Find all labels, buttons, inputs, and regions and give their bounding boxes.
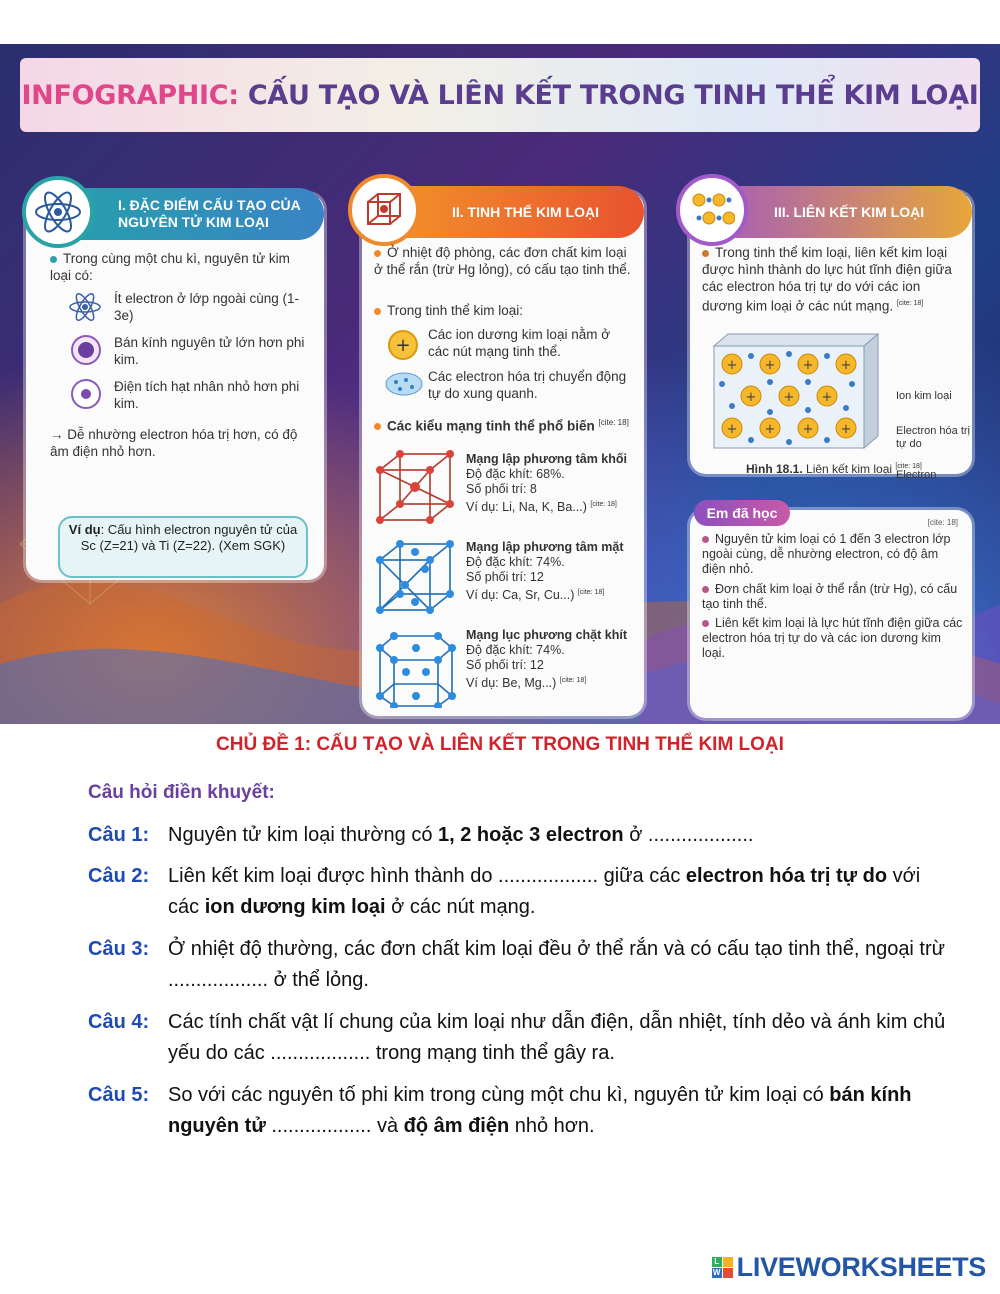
svg-text:+: + [802,358,814,373]
question-5: Câu 5: So với các nguyên tố phi kim trong cùng một chu kì, nguyên tử kim loại có bán kính nguyên tử .................. và độ âm điện nhỏ hơn. [88,1080,948,1142]
question-2: Câu 2: Liên kết kim loại được hình thành do .................. giữa các electron hóa trị tự do với các ion dương kim loại ở các nút mạng. [88,861,948,923]
svg-text:+: + [745,390,757,405]
nucleus-icon [70,378,102,415]
svg-text:+: + [726,358,738,373]
panel2-p3: Các kiểu mạng tinh thể phổ biến [cite: 18] [374,414,644,435]
question-4: Câu 4: Các tính chất vật lí chung của kim loại như dẫn điện, dẫn nhiệt, tính dẻo và ánh kim chủ yếu do các .................. trong mạng tinh thể gây ra. [88,1007,948,1069]
example-box: Ví dụ: Cấu hình electron nguyên tử của Sc (Z=21) và Ti (Z=22). (Xem SGK) [58,516,308,578]
question-2-label: Câu 2: [88,865,150,887]
title-prefix: INFOGRAPHIC: [21,79,239,111]
panel2-s2: Các electron hóa trị chuyển động tự do xung quanh. [428,369,627,401]
panel-metallic-bond [690,192,972,481]
electron-cloud-icon [384,368,424,403]
infographic-image [0,44,1000,724]
panel3-heading: III. LIÊN KẾT KIM LOẠI [682,186,972,238]
label-ion: Ion kim loại [896,390,952,402]
radius-icon [70,334,102,371]
liveworksheets-logo-icon: L W [712,1257,733,1278]
panel1-conclusion: → Dễ nhường electron hóa trị hơn, có độ âm điện nhỏ hơn. [50,427,298,459]
svg-text:+: + [764,422,776,437]
panel1-item-3: Điện tích hạt nhân nhỏ hơn phi kim. [114,379,300,411]
positive-ion-icon [386,328,420,367]
hcp-lattice-icon [374,626,458,713]
bcc-lattice-icon [374,448,458,533]
panel2-p2: Trong tinh thể kim loại: [374,302,636,319]
panel1-item-1: Ít electron ở lớp ngoài cùng (1-3e) [114,291,300,323]
liveworksheets-logo-text: LIVEWORKSHEETS [736,1252,986,1282]
question-4-label: Câu 4: [88,1011,150,1033]
worksheet-heading: CHỦ ĐỀ 1: CẤU TẠO VÀ LIÊN KẾT TRONG TINH THỂ KIM LOẠI [216,734,784,755]
label-electron: Electron [896,469,937,481]
panel3-text: Trong tinh thể kim loại, liên kết kim loại được hình thành do lực hút tĩnh điện giữa các electron hóa trị tự do với các ion dương kim loại ở các nút mạng. [cite: 18] [702,245,952,314]
svg-text:+: + [395,335,411,356]
summary-item-3: Liên kết kim loại là lực hút tĩnh điện giữa các electron hóa trị tự do và các ion dương kim loại. [702,616,963,660]
metal-lattice-figure [712,332,882,457]
lattice-hcp-info: Mạng lục phương chặt khít Độ đặc khít: 74%. Số phối trí: 12 Ví dụ: Be, Mg...) [cite: 18] [466,628,627,691]
panel-metal-crystal [362,192,644,716]
svg-text:+: + [821,390,833,405]
question-1-label: Câu 1: [88,824,150,846]
panel-atomic-structure [26,194,324,580]
svg-text:+: + [840,358,852,373]
panel-summary [690,505,972,718]
question-1: Câu 1: Nguyên tử kim loại thường có 1, 2 hoặc 3 electron ở ................... [88,820,948,851]
infographic-title [20,58,980,132]
label-free-electron: Electron hóa trị tự do [896,425,970,450]
svg-text:+: + [726,422,738,437]
svg-text:+: + [802,422,814,437]
question-3-label: Câu 3: [88,938,150,960]
summary-item-2: Đơn chất kim loại ở thể rắn (trừ Hg), có cấu tạo tinh thể. [702,582,958,611]
panel2-heading: II. TINH THỂ KIM LOẠI [354,186,644,238]
question-3: Câu 3: Ở nhiệt độ thường, các đơn chất kim loại đều ở thể rắn và có cấu tạo tinh thể, ngoại trừ .................. ở thể lỏng. [88,934,948,996]
title-main: CẤU TẠO VÀ LIÊN KẾT TRONG TINH THỂ KIM LOẠI [247,79,979,111]
panel2-s1: Các ion dương kim loại nằm ở các nút mạng tinh thể. [428,327,611,359]
summary-cite: [cite: 18] [927,518,958,527]
worksheet-subheading: Câu hỏi điền khuyết: [88,782,275,803]
question-5-label: Câu 5: [88,1084,150,1106]
panel2-p1: Ở nhiệt độ phòng, các đơn chất kim loại ở thể rắn (trừ Hg lỏng), có cấu tạo tinh thể. [374,245,631,277]
panel1-heading: I. ĐẶC ĐIỂM CẤU TẠO CỦA NGUYÊN TỬ KIM LOẠI [26,188,324,240]
panel1-item-2: Bán kính nguyên tử lớn hơn phi kim. [114,335,305,367]
figure-caption: Hình 18.1. Liên kết kim loại [cite: 18] [746,462,922,476]
atom-icon [22,176,94,248]
ions-electrons-icon [676,174,748,246]
fcc-lattice-icon [374,538,458,623]
summary-item-1: Nguyên tử kim loại có 1 đến 3 electron lớp ngoài cùng, dễ nhường electron, có độ âm điện nhỏ. [702,532,951,576]
lattice-bcc-info: Mạng lập phương tâm khối Độ đặc khít: 68%. Số phối trí: 8 Ví dụ: Li, Na, K, Ba...) [cite: 18] [466,452,627,515]
svg-text:+: + [764,358,776,373]
liveworksheets-logo [712,1252,986,1283]
panel1-intro: Trong cùng một chu kì, nguyên tử kim loại có: [50,251,290,283]
cube-lattice-icon [348,174,420,246]
small-atom-icon [68,290,102,329]
lattice-fcc-info: Mạng lập phương tâm mặt Độ đặc khít: 74%. Số phối trí: 12 Ví dụ: Ca, Sr, Cu...) [cite: 18] [466,540,624,603]
summary-badge: Em đã học [694,500,790,526]
svg-text:+: + [840,422,852,437]
svg-text:+: + [783,390,795,405]
